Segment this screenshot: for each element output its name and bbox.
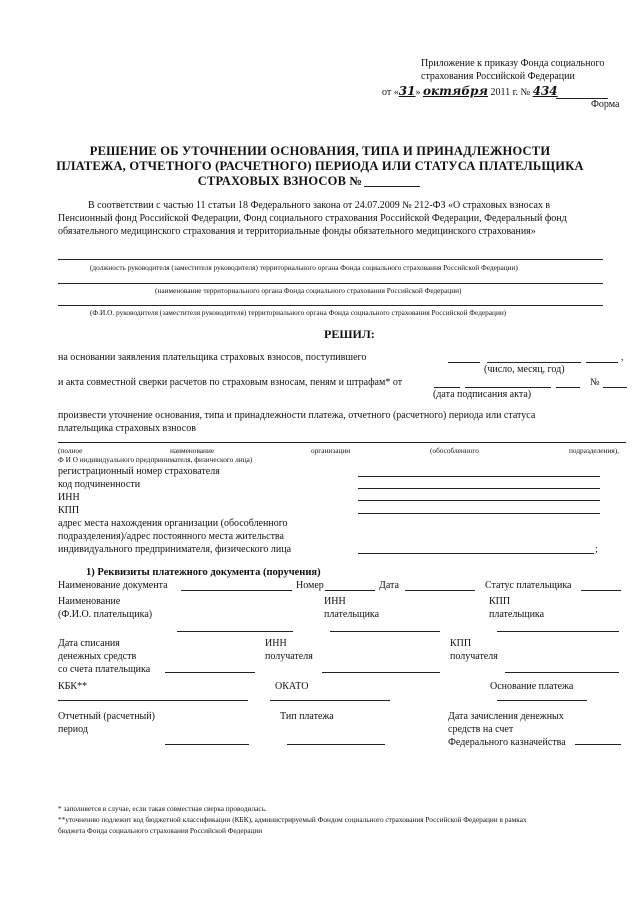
kpp-field[interactable] <box>358 513 600 514</box>
recv-kpp-field[interactable] <box>505 672 619 673</box>
payer-kpp-label-1: КПП <box>489 596 511 607</box>
payer-caption-2: наименование <box>170 446 215 455</box>
payer-caption-4: (обособленного <box>430 446 479 455</box>
intro-line-1: В соответствии с частью 11 статьи 18 Федерального закона от 24.07.2009 № 212-ФЗ «О страховых взносах в <box>88 200 551 211</box>
date-mid: » <box>415 87 421 98</box>
org-name-caption: (наименование территориального органа Фонда социального страхования Российской Федерации) <box>155 286 462 295</box>
doc-date-field[interactable] <box>405 590 475 591</box>
basis-text: на основании заявления плательщика страховых взносов, поступившего <box>58 352 367 363</box>
address-line-2: подразделения)/адрес постоянного места жительства <box>58 531 284 542</box>
recv-inn-label-1: ИНН <box>265 638 287 649</box>
basis-year-field[interactable] <box>586 362 618 363</box>
payer-caption-1: (полное <box>58 446 83 455</box>
payer-caption-6: Ф И О индивидуального предпринимателя, физического лица) <box>58 455 253 464</box>
writeoff-label-3: со счета плательщика <box>58 664 151 675</box>
basis-payment-field[interactable] <box>497 700 587 701</box>
intro-line-2: Пенсионный фонд Российской Федерации, Фонд социального страхования Российской Федерации, Федеральный фонд <box>58 213 567 224</box>
payer-caption-3: организации <box>311 446 351 455</box>
address-end: ; <box>595 544 598 555</box>
doc-number-label: Номер <box>296 580 324 591</box>
payer-status-label: Статус плательщика <box>485 580 572 591</box>
writeoff-date-field[interactable] <box>165 672 255 673</box>
reg-number-field[interactable] <box>358 476 600 477</box>
address-line-3: индивидуального предпринимателя, физического лица <box>58 544 292 555</box>
clarify-line-1: произвести уточнение основания, типа и принадлежности платежа, отчетного (расчетного) периода или статуса <box>58 410 536 421</box>
date-year-number: 2011 г. № <box>490 87 531 98</box>
clarify-line-2: плательщика страховых взносов <box>58 423 196 434</box>
period-label-2: период <box>58 724 88 735</box>
position-field[interactable] <box>58 259 603 260</box>
subordination-field[interactable] <box>358 488 600 489</box>
payer-name-field-2[interactable] <box>177 631 293 632</box>
address-field[interactable] <box>358 553 594 554</box>
reg-number-label: регистрационный номер страхователя <box>58 466 220 477</box>
decided-heading: РЕШИЛ: <box>324 327 375 341</box>
pay-type-label: Тип платежа <box>280 711 334 722</box>
payer-inn-label-1: ИНН <box>324 596 346 607</box>
credit-date-field[interactable] <box>575 744 621 745</box>
payer-caption-5: подразделения), <box>569 446 619 455</box>
credit-date-label-2: средств на счет <box>448 724 514 735</box>
doc-name-label: Наименование документа <box>58 580 168 591</box>
appendix-line-2: страхования Российской Федерации <box>421 71 575 82</box>
intro-line-3: обязательного медицинского страхования и территориальные фонды обязательного медицинского страхования» <box>58 226 536 237</box>
title-line-1: РЕШЕНИЕ ОБ УТОЧНЕНИИ ОСНОВАНИЯ, ТИПА И ПРИНАДЛЕЖНОСТИ <box>89 144 551 158</box>
form-label: Форма <box>591 99 620 110</box>
act-number-field[interactable] <box>603 387 627 388</box>
doc-number-field[interactable] <box>325 590 375 591</box>
fio-field[interactable] <box>58 305 603 306</box>
kbk-label: КБК** <box>58 681 88 692</box>
act-text: и акта совместной сверки расчетов по страховым взносам, пеням и штрафам* от <box>58 377 403 388</box>
act-day-field[interactable] <box>434 387 460 388</box>
fio-caption: (Ф.И.О. руководителя (заместителя руководителя) территориального органа Фонда социального страхования Российской Федерации) <box>90 308 507 317</box>
date-number: 434 <box>532 84 558 98</box>
recv-inn-field[interactable] <box>322 672 440 673</box>
writeoff-label-2: денежных средств <box>58 651 137 662</box>
payer-kpp-label-2: плательщика <box>489 609 545 620</box>
credit-date-label-3: Федерального казначейства <box>448 737 566 748</box>
act-month-field[interactable] <box>465 387 551 388</box>
date-prefix: от « <box>382 87 399 98</box>
credit-date-label-1: Дата зачисления денежных <box>448 711 564 722</box>
date-month: октября <box>422 84 488 98</box>
period-field[interactable] <box>165 744 249 745</box>
address-line-1: адрес места нахождения организации (обособленного <box>58 518 288 529</box>
payer-inn-field[interactable] <box>330 631 440 632</box>
pay-type-field[interactable] <box>287 744 385 745</box>
payer-kpp-field[interactable] <box>497 631 619 632</box>
doc-name-field[interactable] <box>181 590 292 591</box>
basis-day-field[interactable] <box>448 362 480 363</box>
basis-month-field[interactable] <box>487 362 581 363</box>
appendix-line-1: Приложение к приказу Фонда социального <box>421 58 605 69</box>
subordination-label: код подчиненности <box>58 479 141 490</box>
recv-inn-label-2: получателя <box>265 651 313 662</box>
basis-date-caption: (число, месяц, год) <box>484 364 565 375</box>
appendix-date-line <box>382 84 558 98</box>
inn-field[interactable] <box>358 500 600 501</box>
basis-comma: , <box>621 352 624 363</box>
title-line-2: ПЛАТЕЖА, ОТЧЕТНОГО (РАСЧЕТНОГО) ПЕРИОДА ИЛИ СТАТУСА ПЛАТЕЛЬЩИКА <box>56 159 584 173</box>
act-year-field[interactable] <box>556 387 580 388</box>
kpp-label: КПП <box>58 505 80 516</box>
writeoff-label-1: Дата списания <box>58 638 120 649</box>
payer-name-field[interactable] <box>58 442 626 443</box>
inn-label: ИНН <box>58 492 80 503</box>
payer-name-label-2: (Ф.И.О. плательщика) <box>58 609 153 620</box>
title-line-3: СТРАХОВЫХ ВЗНОСОВ № <box>197 174 363 188</box>
recv-kpp-label-1: КПП <box>450 638 472 649</box>
decision-number-field[interactable] <box>364 186 420 187</box>
act-date-caption: (дата подписания акта) <box>433 389 532 400</box>
recv-kpp-label-2: получателя <box>450 651 498 662</box>
okato-label: ОКАТО <box>275 681 309 692</box>
kbk-field[interactable] <box>58 700 248 701</box>
payer-name-label-1: Наименование <box>58 596 121 607</box>
payer-inn-label-2: плательщика <box>324 609 380 620</box>
footnote-2: **уточнению подлежит код бюджетной классификации (КБК), администрируемый Фондом социального страхования Российской Федерации в рамках <box>58 815 527 824</box>
footnote-3: бюджета Фонда социального страхования Российской Федерации <box>58 826 263 835</box>
doc-date-label: Дата <box>379 580 399 591</box>
okato-field[interactable] <box>270 700 390 701</box>
payer-status-field[interactable] <box>581 590 621 591</box>
date-day: 31 <box>398 84 416 98</box>
act-number-label: № <box>590 377 600 388</box>
section-1-title: 1) Реквизиты платежного документа (поручения) <box>86 567 321 578</box>
period-label-1: Отчетный (расчетный) <box>58 711 155 722</box>
org-name-field[interactable] <box>58 283 603 284</box>
footnote-1: * заполняется в случае, если такая совместная сверка проводилась. <box>58 804 267 813</box>
position-caption: (должность руководителя (заместителя руководителя) территориального органа Фонда социального страхования Российской Федерации) <box>90 263 518 272</box>
basis-payment-label: Основание платежа <box>490 681 574 692</box>
